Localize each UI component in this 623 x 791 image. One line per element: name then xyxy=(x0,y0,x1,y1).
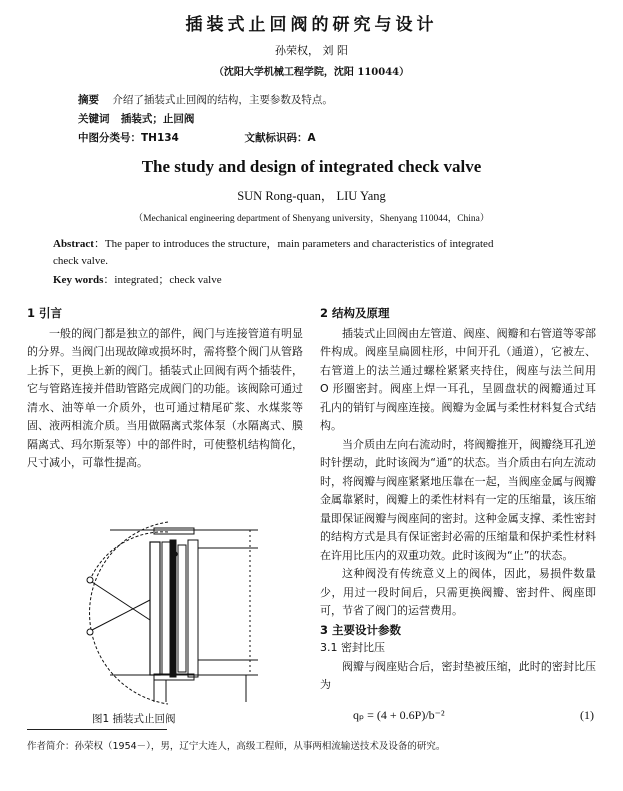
equation-1-number: (1) xyxy=(580,708,594,722)
author-bio-footnote: 作者简介：孙荣权（1954－），男，辽宁大连人，高级工程师，从事两相流输送技术及设备的研究。 xyxy=(27,741,446,752)
affiliation-cn: （沈阳大学机械工程学院，沈阳 110044） xyxy=(213,67,410,78)
keywords-label-en: Key words xyxy=(53,274,104,286)
doc-code-label: 文献标识码： xyxy=(244,132,308,144)
section-2-paragraph-1: 插装式止回阀由左管道、阀座、阀瓣和右管道等零部件构成。阀座呈扁圆柱形，中间开孔（通道），它被左、右管道上的法兰通过螺栓紧紧夹持住，阀座与法兰间用 O 形圈密封。阀座上焊一耳孔，呈圆盘状的阀瓣通过耳孔内的销钉与阀座连接。阀瓣为金属与柔性材料复合式结构。 xyxy=(320,326,596,432)
keywords-text-en: ：integrated；check valve xyxy=(103,274,222,286)
authors-en: SUN Rong-quan， LIU Yang xyxy=(237,189,386,203)
affiliation-en: （Mechanical engineering department of Shenyang university，Shenyang 110044，China） xyxy=(133,214,490,224)
paper-title-cn: 插装式止回阀的研究与设计 xyxy=(185,15,438,35)
section-2-heading: 2 结构及原理 xyxy=(320,306,390,320)
authors-cn: 孙荣权， 刘 阳 xyxy=(275,44,348,57)
figure-1-drawing xyxy=(70,520,270,705)
classification-line xyxy=(78,130,316,145)
section-2-paragraph-3: 这种阀没有传统意义上的阀体，因此，易损件数量少，用过一段时间后，只需更换阀瓣、密封件、阀座即可，节省了阀门的运营费用。 xyxy=(320,567,596,617)
keywords-text-cn: 插装式；止回阀 xyxy=(120,113,195,125)
footnote-rule xyxy=(27,729,167,730)
figure-1-caption: 图1 插装式止回阀 xyxy=(92,713,176,725)
abstract-en xyxy=(53,236,573,289)
section-3-heading: 3 主要设计参数 xyxy=(320,622,402,637)
section-1-heading: 1 引言 xyxy=(27,306,63,320)
right-column xyxy=(320,304,596,695)
section-1-paragraph: 一般的阀门都是独立的部件，阀门与连接管道有明显的分界。当阀门出现故障或损坏时，需将整个阀门从管路上拆下，更换上新的阀门。插装式止回阀有两个插装件，它与管路连接并借助管路完成阀门的功能。该阀除可通过清水、油等单一介质外，也可通过精尾矿浆、水煤浆等固、液两相流介质。当用做隔离式浆体泵（水隔离式、膜隔离式、玛尔斯泵等）中的部件时，可使整机结构简化，尺寸减小，可靠性提高。 xyxy=(27,326,303,469)
section-3-1-paragraph: 阀瓣与阀座贴合后，密封垫被压缩，此时的密封比压为 xyxy=(320,659,596,691)
keywords-label-cn: 关键词 xyxy=(78,113,110,125)
equation-1: qₚ = (4 + 0.6P)/b⁻² xyxy=(353,708,445,722)
section-3-1-heading: 3.1 密封比压 xyxy=(320,641,385,654)
abstract-label-cn: 摘要 xyxy=(78,94,99,106)
abstract-label-en: Abstract xyxy=(53,238,94,250)
swing-arc xyxy=(90,522,168,704)
abstract-text-en-2: check valve. xyxy=(53,255,108,267)
left-column xyxy=(27,304,303,473)
paper-title-en: The study and design of integrated check valve xyxy=(141,157,482,176)
clc-value: TH134 xyxy=(141,132,179,144)
clc-label: 中图分类号： xyxy=(78,132,141,144)
doc-code-value: A xyxy=(307,132,316,144)
abstract-cn xyxy=(78,92,333,107)
keywords-cn xyxy=(78,111,194,126)
section-2-paragraph-2: 当介质由左向右流动时，将阀瓣推开，阀瓣绕耳孔逆时针摆动，此时该阀为“通”的状态。当介质由右向左流动时，将阀瓣与阀座紧紧地压靠在一起，当阀座金属与阀瓣金属靠紧时，阀瓣上的柔性材料有一定的压缩量，该压缩量即保证阀瓣与阀座间的密封。这种金属支撑、柔性密封的结构方式是具有保证密封必需的压缩量和保护柔性材料在许用比压内的双重功效。此时该阀为“止”的状态。 xyxy=(320,437,596,562)
abstract-text-cn: 介绍了插装式止回阀的结构，主要参数及特点。 xyxy=(112,94,333,106)
abstract-text-en-1: ：The paper to introduces the structure，main parameters and characteristics of integrated xyxy=(93,238,494,250)
